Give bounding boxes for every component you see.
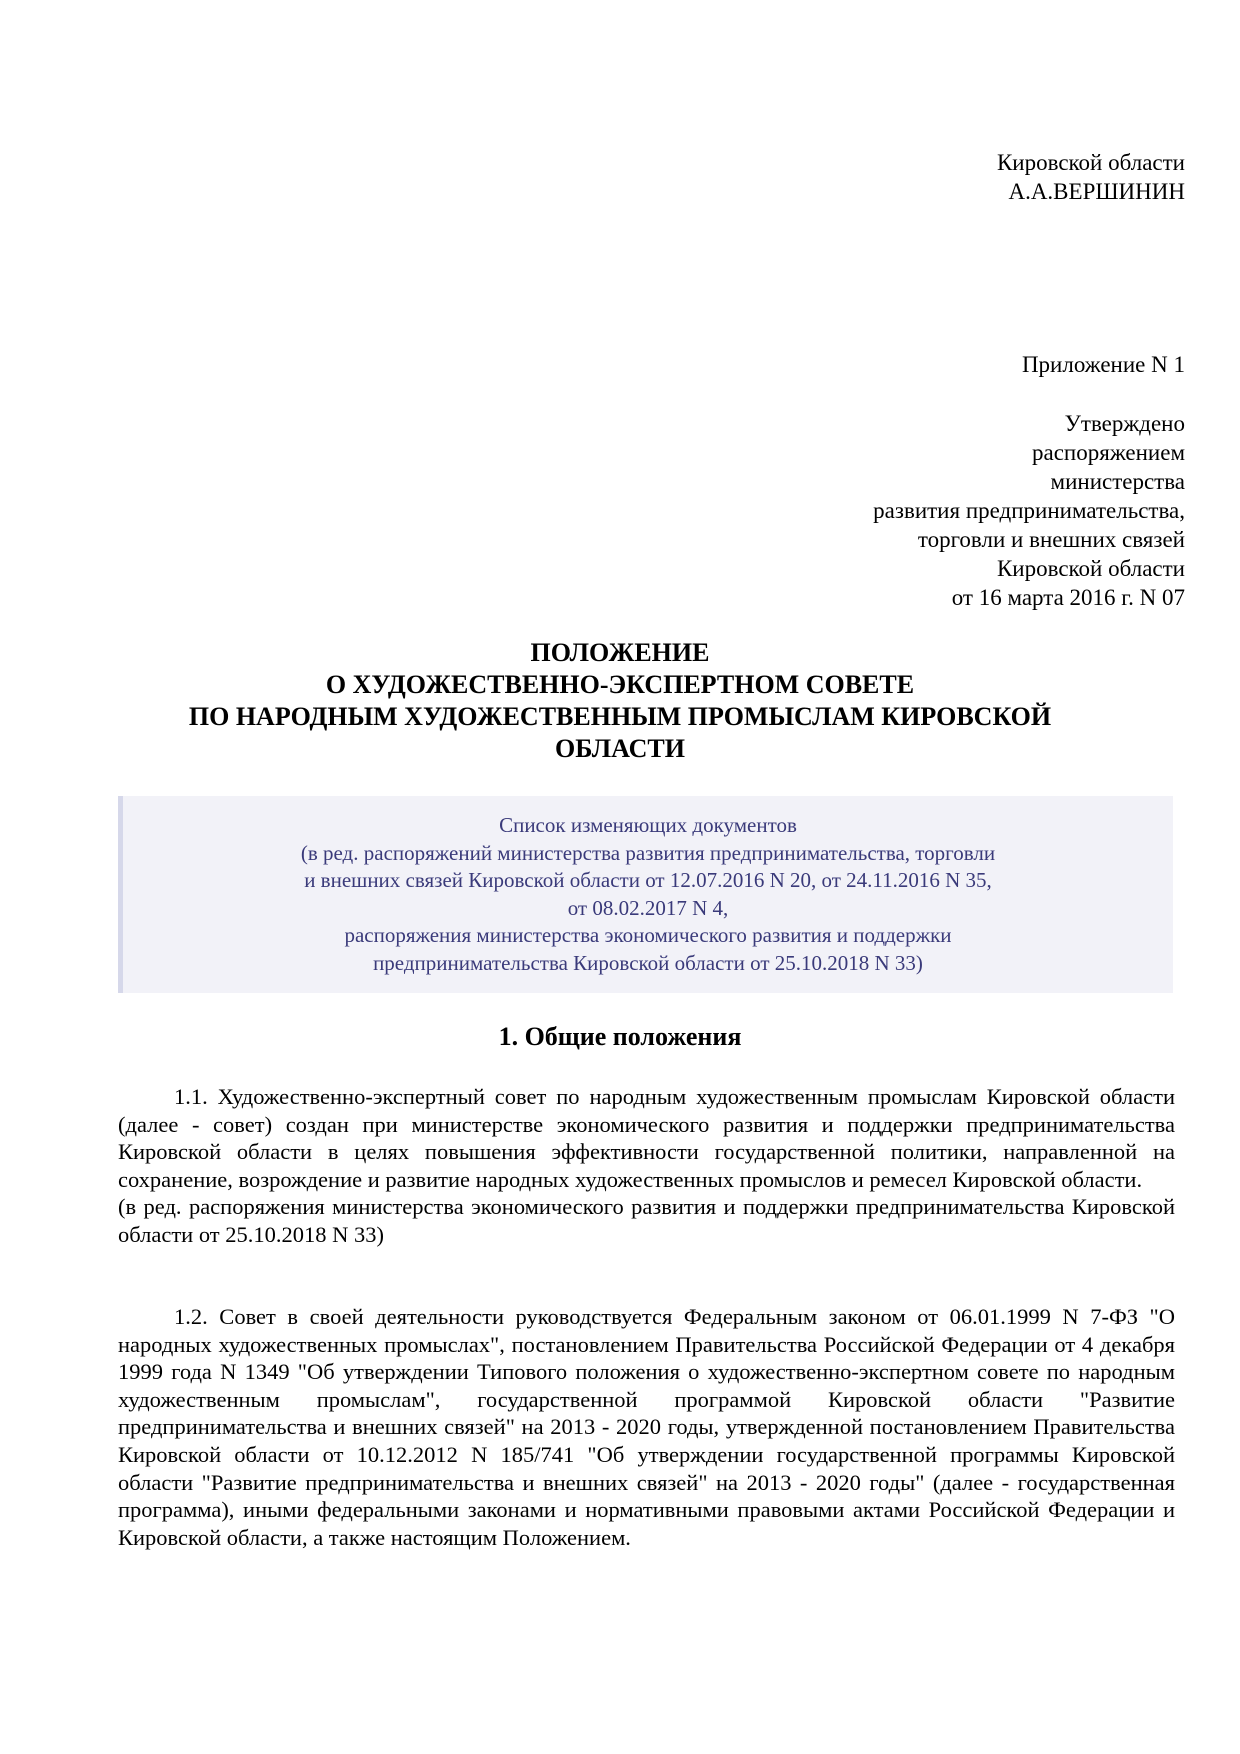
changes-line-6: предпринимательства Кировской области от 25.10.2018 N 33) [373,950,923,975]
paragraph-1-2: 1.2. Совет в своей деятельности руководствуется Федеральным законом от 06.01.1999 N 7-ФЗ "О народных художественных промыслах", постановлением Правительства Российской Федерации от 4 декабря 1999 года N 1349 "Об утверждении Типового положения о художественно-экспертном совете по народным художественным промыслам", государственной программой Кировской области "Развитие предпринимательства и внешних связей" на 2013 - 2020 годы, утвержденной постановлением Правительства Кировской области от 10.12.2012 N 185/741 "Об утверждении государственной программы Кировской области "Развитие предпринимательства и внешних связей" на 2013 - 2020 годы" (далее - государственная программа), иными федеральными законами и нормативными правовыми актами Российской Федерации и Кировской области, а также настоящим Положением. [118,1304,1175,1550]
signature-line-1: Кировской области [996,150,1185,175]
approval-block [873,409,1185,612]
paragraph-1-1-block [118,1083,1175,1249]
signature-line-2: А.А.ВЕРШИНИН [1008,179,1185,204]
title-line-3: ПО НАРОДНЫМ ХУДОЖЕСТВЕННЫМ ПРОМЫСЛАМ КИРОВСКОЙ [188,702,1052,731]
title-line-4: ОБЛАСТИ [555,734,685,763]
title-line-2: О ХУДОЖЕСТВЕННО-ЭКСПЕРТНОМ СОВЕТЕ [325,670,915,699]
title-line-1: ПОЛОЖЕНИЕ [530,638,710,667]
document-title [100,637,1140,765]
section-heading: 1. Общие положения [498,1022,742,1051]
changes-line-2: (в ред. распоряжений министерства развития предпринимательства, торговли [300,840,996,865]
approval-line-3: министерства [1050,469,1185,494]
changes-line-5: распоряжения министерства экономического развития и поддержки [344,923,952,947]
changes-list-box [118,796,1173,993]
signature-block [997,148,1185,206]
changes-line-3: и внешних связей Кировской области от 12.07.2016 N 20, от 24.11.2016 N 35, [304,868,992,892]
approval-line-6: Кировской области [996,556,1185,581]
paragraph-1-1-amendment-note: (в ред. распоряжения министерства экономического развития и поддержки предпринимательства Кировской области от 25.10.2018 N 33) [118,1194,1175,1247]
approval-line-7: от 16 марта 2016 г. N 07 [951,585,1185,610]
paragraph-1-2-block [118,1303,1175,1551]
appendix-label: Приложение N 1 [1021,352,1185,377]
approval-line-1: Утверждено [1064,411,1185,436]
changes-line-1: Список изменяющих документов [499,813,797,837]
approval-line-2: распоряжением [1032,440,1185,465]
approval-line-4: развития предпринимательства, [873,498,1185,523]
paragraph-1-1: 1.1. Художественно-экспертный совет по народным художественным промыслам Кировской области (далее - совет) создан при министерстве экономического развития и поддержки предпринимательства Кировской области в целях повышения эффективности государственной политики, направленной на сохранение, возрождение и развитие народных художественных промыслов и ремесел Кировской области. [118,1084,1175,1192]
changes-line-4: от 08.02.2017 N 4, [567,895,729,920]
approval-line-5: торговли и внешних связей [917,527,1185,552]
